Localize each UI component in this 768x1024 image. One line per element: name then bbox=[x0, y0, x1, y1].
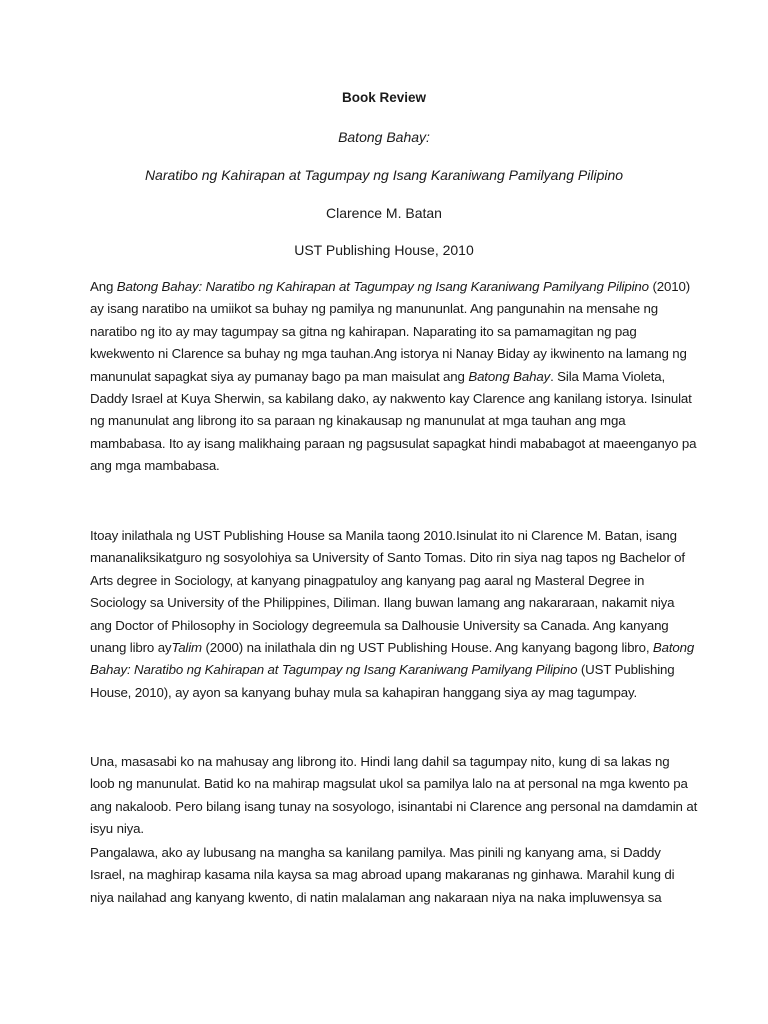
paragraph-line: ang nakaloob. Pero bilang isang tunay na sosyologo, isinantabi ni Clarence ang personal na damdamin at bbox=[90, 798, 698, 814]
paragraph-line: ay isang naratibo na umiikot sa buhay ng pamilya ng manununlat. Ang pangunahin na mensahe ng bbox=[90, 301, 658, 317]
paragraph-line: Pangalawa, ako ay lubusang na mangha sa kanilang pamilya. Mas pinili ng kanyang ama, si Daddy bbox=[90, 845, 661, 860]
paragraph-line: Daddy Israel at Kuya Sherwin, sa kabilang dako, ay nakwento kay Clarence ang kanilang istorya. Isinulat bbox=[90, 391, 692, 407]
book-author: Clarence M. Batan bbox=[326, 205, 442, 221]
paragraph-line: niya nailahad ang kanyang kwento, di natin malalaman ang nakaraan niya na naka impluwensya sa bbox=[90, 889, 662, 905]
paragraph-line: mambabasa. Ito ay isang malikhaing paraan ng pagsusulat sapagkat hindi mababagot at maeenganyo pa bbox=[90, 435, 697, 451]
paragraph-2 bbox=[90, 525, 695, 704]
paragraph-line: Itoay inilathala ng UST Publishing House sa Manila taong 2010.Isinulat ito ni Clarence M. Batan, isang bbox=[90, 528, 677, 543]
paragraph-line: naratibo ng ito ay may tagumpay sa gitna ng kahirapan. Naparating ito sa pamamagitan ng pag bbox=[90, 323, 637, 339]
paragraph-line: Sociology sa University of the Philippines, Diliman. Ilang buwan lamang ang nakararaan, nakamit niya bbox=[90, 595, 675, 611]
paragraph-line: Israel, na maghirap kasama nila kaysa sa mag abroad upang makaranas ng ginhawa. Marahil kung di bbox=[90, 867, 675, 883]
paragraph-3 bbox=[90, 751, 698, 841]
paragraph-line: manunulat sapagkat siya ay pumanay bago pa man maisulat ang Batong Bahay. Sila Mama Violeta, bbox=[90, 368, 666, 384]
paragraph-line: ang Doctor of Philosophy in Sociology degreemula sa Dalhousie University sa Canada. Ang kanyang bbox=[90, 617, 669, 633]
paragraph-4 bbox=[90, 842, 690, 909]
paragraph-line: isyu niya. bbox=[90, 821, 144, 837]
book-subtitle: Naratibo ng Kahirapan at Tagumpay ng Isang Karaniwang Pamilyang Pilipino bbox=[144, 167, 624, 183]
book-title-italic: Batong Bahay: Naratibo ng Kahirapan at Tagumpay ng Isang Karaniwang Pamilyang Pilipino bbox=[116, 279, 649, 294]
book-title-italic: Bahay: Naratibo ng Kahirapan at Tagumpay ng Isang Karaniwang Pamilyang Pilipino bbox=[90, 662, 578, 678]
paragraph-line: ang mga mambabasa. bbox=[90, 458, 220, 474]
book-publisher: UST Publishing House, 2010 bbox=[294, 242, 474, 258]
paragraph-line: Bahay: Naratibo ng Kahirapan at Tagumpay ng Isang Karaniwang Pamilyang Pilipino (UST Publishing bbox=[90, 662, 675, 678]
paragraph-line: Arts degree in Sociology, at kanyang pinagpatuloy ang kanyang pag aaral ng Masteral Degree in bbox=[90, 572, 645, 588]
book-title-italic: Talim bbox=[171, 640, 202, 656]
paragraph-line: loob ng manunulat. Batid ko na mahirap magsulat ukol sa pamilya lalo na at personal na mga kwento pa bbox=[90, 776, 688, 792]
paragraph-line: Una, masasabi ko na mahusay ang librong ito. Hindi lang dahil sa tagumpay nito, kung di sa lakas ng bbox=[90, 754, 670, 769]
paragraph-line: unang libro ayTalim (2000) na inilathala din ng UST Publishing House. Ang kanyang bagong libro, Batong bbox=[90, 640, 695, 656]
paragraph-line: Ang Batong Bahay: Naratibo ng Kahirapan at Tagumpay ng Isang Karaniwang Pamilyang Pilipino (2010) bbox=[90, 279, 690, 294]
book-title-italic: Batong bbox=[652, 640, 695, 656]
page-title: Book Review bbox=[341, 90, 427, 105]
paragraph-line: kwekwento ni Clarence sa buhay ng mga tauhan.Ang istorya ni Nanay Biday ay ikwinento na lamang ng bbox=[90, 346, 687, 362]
paragraph-line: House, 2010), ay ayon sa kanyang buhay mula sa kahapiran hanggang siya ay mag tagumpay. bbox=[90, 684, 638, 700]
paragraph-line: ng manunulat ang librong ito sa paraan ng kinakausap ng manunulat at mga tauhan ang mga bbox=[90, 413, 626, 429]
book-title: Batong Bahay: bbox=[338, 129, 430, 145]
paragraph-1 bbox=[90, 276, 697, 478]
paragraph-line: mananaliksikatguro ng sosyolohiya sa University of Santo Tomas. Dito rin siya nag tapos ng Bachelor of bbox=[90, 550, 685, 566]
book-title-italic: Batong Bahay bbox=[468, 368, 551, 384]
